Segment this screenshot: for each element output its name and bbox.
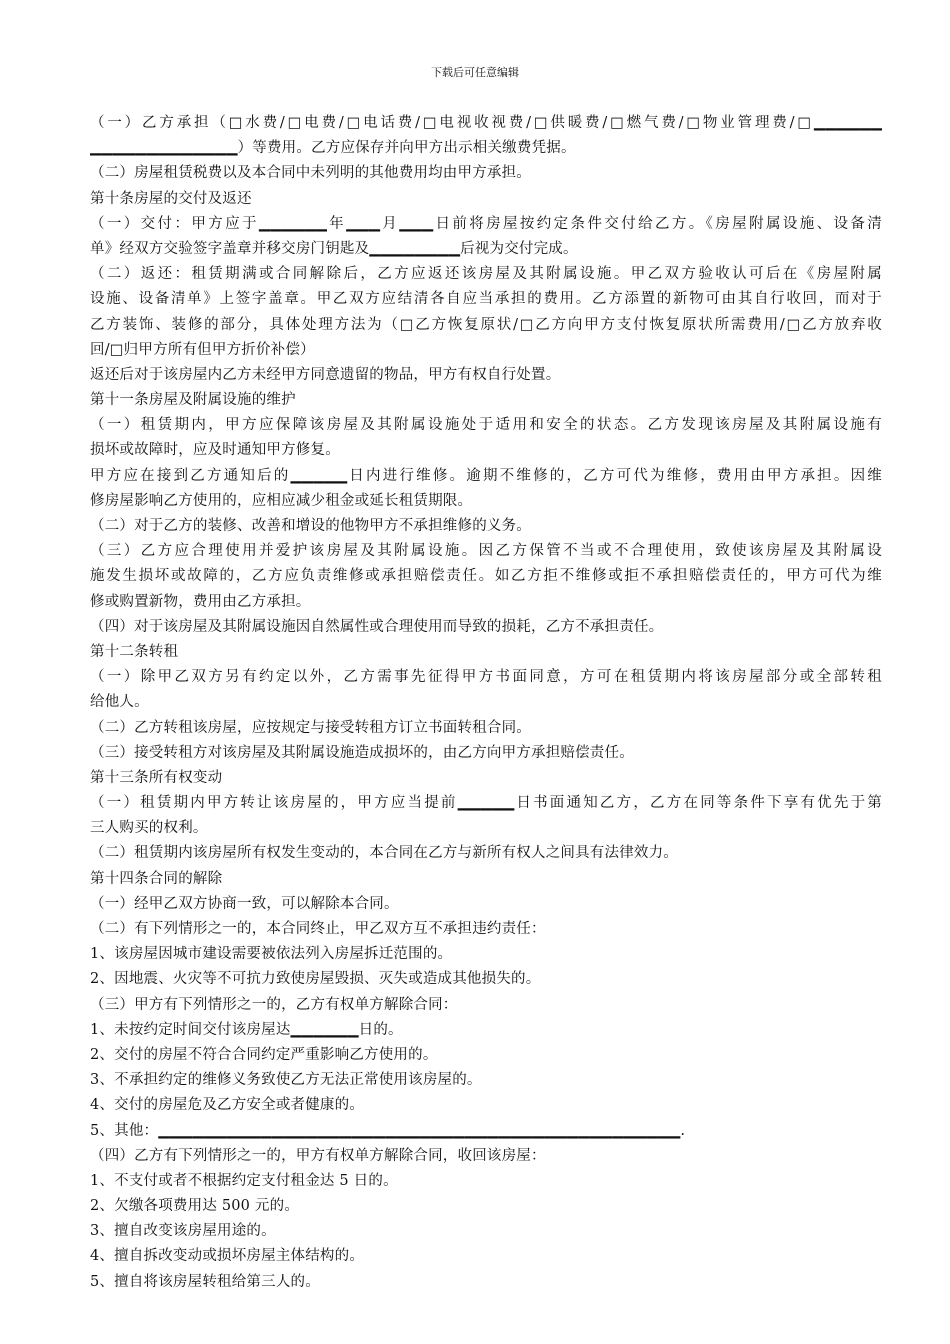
text-line: 4、擅自拆改变动或损坏房屋主体结构的。 [90, 1248, 365, 1265]
text-line: 损坏或故障时，应及时通知甲方修复。 [90, 442, 340, 459]
text-line: 修房屋影响乙方使用的，应相应减少租金或延长租赁期限。 [90, 492, 473, 509]
text-line: 第十四条合同的解除 [90, 870, 223, 887]
text-line: 第十三条所有权变动 [90, 769, 223, 786]
text-line: 5、擅自将该房屋转租给第三人的。 [90, 1273, 320, 1290]
text-line: （四）乙方有下列情形之一的，甲方有权单方解除合同，收回该房屋： [90, 1147, 546, 1164]
text-line: 乙方装饰、装修的部分，具体处理方法为（□乙方恢复原状/□乙方向甲方支付恢复原状所需费用/□乙方放弃收 [90, 316, 882, 333]
text-line: （二）乙方转租该房屋，应按规定与接受转租方订立书面转租合同。 [90, 719, 531, 736]
text-line: （一）交付：甲方应于▁▁▁▁▁▁年▁▁▁月▁▁▁日前将房屋按约定条件交付给乙方。《房屋附属设施、设备清 [90, 215, 882, 232]
text-line: （三）甲方有下列情形之一的，乙方有权单方解除合同： [90, 996, 458, 1013]
text-line: 设施、设备清单》上签字盖章。甲乙双方应结清各自应当承担的费用。乙方添置的新物可由其自行收回，而对于 [90, 291, 882, 308]
text-line: 2、欠缴各项费用达 500 元的。 [90, 1198, 300, 1215]
text-line: （一）除甲乙双方另有约定以外，乙方需事先征得甲方书面同意，方可在租赁期内将该房屋部分或全部转租 [90, 669, 882, 686]
text-line: 给他人。 [90, 694, 149, 711]
text-line: 4、交付的房屋危及乙方安全或者健康的。 [90, 1097, 365, 1114]
text-line: （三）接受转租方对该房屋及其附属设施造成损坏的，由乙方向甲方承担赔偿责任。 [90, 744, 634, 761]
text-line: 第十二条转租 [90, 643, 179, 660]
text-line: 3、擅自改变该房屋用途的。 [90, 1223, 276, 1240]
text-line: 三人购买的权利。 [90, 820, 208, 837]
text-line: 1、不支付或者不根据约定支付租金达 5 日的。 [90, 1172, 398, 1189]
text-line: 回/□归甲方所有但甲方折价补偿） [90, 341, 315, 358]
page-header: 下载后可任意编辑 [431, 66, 519, 79]
text-line: 2、交付的房屋不符合合同约定严重影响乙方使用的。 [90, 1046, 438, 1063]
text-line: 修或购置新物，费用由乙方承担。 [90, 593, 311, 610]
text-line: （一）乙方承担（□水费/□电费/□电话费/□电视收视费/□供暖费/□燃气费/□物业管理费/□▁▁▁▁▁▁ [90, 115, 882, 131]
text-line: （一）租赁期内甲方转让该房屋的，甲方应当提前▁▁▁▁▁日书面通知乙方，乙方在同等条件下享有优先于第 [90, 795, 882, 812]
text-line: （二）房屋租赁税费以及本合同中未列明的其他费用均由甲方承担。 [90, 165, 531, 182]
text-line: 1、该房屋因城市建设需要被依法列入房屋拆迁范围的。 [90, 946, 453, 963]
text-line: 2、因地震、火灾等不可抗力致使房屋毁损、灭失或造成其他损失的。 [90, 971, 541, 988]
text-line: （一）租赁期内，甲方应保障该房屋及其附属设施处于适用和安全的状态。乙方发现该房屋及其附属设施有 [90, 417, 882, 434]
text-line: （三）乙方应合理使用并爱护该房屋及其附属设施。因乙方保管不当或不合理使用，致使该房屋及其附属设 [90, 543, 882, 560]
text-line: ▁▁▁▁▁▁▁▁▁▁▁▁▁）等费用。乙方应保存并向甲方出示相关缴费凭据。 [90, 140, 576, 157]
text-line: 第十条房屋的交付及返还 [90, 190, 252, 207]
text-line: （二）有下列情形之一的，本合同终止，甲乙双方互不承担违约责任： [90, 921, 546, 937]
text-line: 1、未按约定时间交付该房屋达▁▁▁▁▁▁日的。 [90, 1021, 403, 1038]
text-line: 3、不承担约定的维修义务致使乙方无法正常使用该房屋的。 [90, 1072, 482, 1089]
text-line: 5、其他：▁▁▁▁▁▁▁▁▁▁▁▁▁▁▁▁▁▁▁▁▁▁▁▁▁▁▁▁▁▁▁▁▁▁▁▁▁▁▁▁▁▁▁▁▁▁. [90, 1122, 686, 1139]
text-line: （二）返还：租赁期满或合同解除后，乙方应返还该房屋及其附属设施。甲乙双方验收认可后在《房屋附属 [90, 266, 882, 283]
text-line: （四）对于该房屋及其附属设施因自然属性或合理使用而导致的损耗，乙方不承担责任。 [90, 618, 664, 635]
text-line: 单》经双方交验签字盖章并移交房门钥匙及▁▁▁▁▁▁▁▁后视为交付完成。 [90, 240, 578, 257]
text-line: 施发生损坏或故障的，乙方应负责维修或承担赔偿责任。如乙方拒不维修或拒不承担赔偿责任的，甲方可代为维 [90, 568, 882, 585]
document-body [90, 111, 882, 1295]
text-line: 返还后对于该房屋内乙方未经甲方同意遗留的物品，甲方有权自行处置。 [90, 366, 561, 383]
text-line: （一）经甲乙双方协商一致，可以解除本合同。 [90, 895, 399, 912]
text-line: （二）租赁期内该房屋所有权发生变动的，本合同在乙方与新所有权人之间具有法律效力。 [90, 845, 678, 862]
text-line: （二）对于乙方的装修、改善和增设的他物甲方不承担维修的义务。 [90, 518, 531, 534]
text-line: 第十一条房屋及附属设施的维护 [90, 392, 296, 409]
text-line: 甲方应在接到乙方通知后的▁▁▁▁▁日内进行维修。逾期不维修的，乙方可代为维修，费用由甲方承担。因维 [90, 467, 882, 484]
